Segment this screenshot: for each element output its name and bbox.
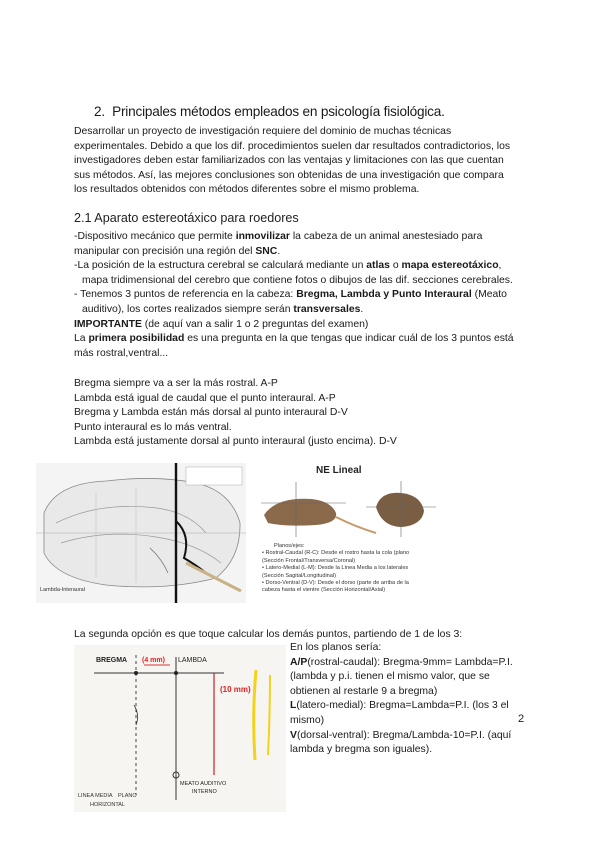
para4-cont: más rostral,ventral...	[74, 347, 169, 359]
para2: -La posición de la estructura cerebral se calculará mediante un atlas o mapa estereotáxico,	[74, 260, 502, 272]
atlas-label: Lambda-Interaural	[40, 587, 85, 593]
hand-sketch	[74, 645, 286, 812]
plane-line: • Latero-Medial (L-M): Desde la Línea Media a los laterales	[262, 565, 409, 572]
facts-list	[74, 377, 397, 450]
second-option-text: La segunda opción es que toque calcular los demás puntos, partiendo de 1 de los 3:	[74, 629, 463, 640]
fact-line: Bregma y Lambda están más dorsal al punto interaural D-V	[74, 407, 348, 419]
planes-explanation	[290, 641, 550, 758]
sketch-bregma: BREGMA	[96, 657, 128, 664]
l-line: L(latero-medial): Bregma=Lambda=P.I. (los 3 el	[290, 700, 509, 712]
fact-line: Lambda está igual de caudal que el punto interaural. A-P	[74, 392, 336, 404]
para1: -Dispositivo mecánico que permite inmovilizar la cabeza de un animal anestesiado para	[74, 231, 483, 242]
section-title: Principales métodos empleados en psicología fisiológica.	[112, 104, 445, 119]
intro-line: sus métodos. Así, las mejores conclusiones son obtenidas de una investigación que compara	[74, 169, 504, 181]
intro-line: Desarrollar un proyecto de investigación requiere del dominio de muchas técnicas	[74, 126, 452, 137]
figure-title: NE Lineal	[316, 465, 362, 476]
para3: - Tenemos 3 puntos de referencia en la cabeza: Bregma, Lambda y Punto Interaural (Meato	[74, 289, 507, 301]
section-heading	[94, 104, 445, 119]
l-line-2: mismo)	[290, 714, 325, 726]
fact-line: Punto interaural es lo más ventral.	[74, 421, 232, 433]
plane-line: cabeza hasta el vientre (Sección Horizontal/Axial)	[262, 587, 386, 594]
important-line: IMPORTANTE (de aquí van a salir 1 o 2 preguntas del examen)	[74, 318, 369, 330]
sketch-ten-mm: (10 mm)	[220, 685, 251, 694]
planes-legend	[262, 543, 438, 595]
sketch-plano: PLANO	[118, 793, 137, 799]
atlas-image	[36, 463, 246, 603]
body-text	[74, 230, 554, 361]
intro-paragraph	[74, 125, 510, 198]
page-number: 2	[518, 713, 525, 725]
fact-line: Lambda está justamente dorsal al punto interaural (justo encima). D-V	[74, 436, 397, 448]
para3-cont: auditivo), los cortes realizados siempre serán transversales.	[82, 303, 364, 315]
intro-line: los resultados obtenidos con métodos diferentes sobre el mismo problema.	[74, 184, 420, 196]
rat-axes-image	[256, 463, 438, 603]
sketch-horizontal: HORIZONTAL	[90, 802, 126, 808]
planes-title: Planos/ejes:	[274, 543, 305, 549]
intro-line: experimentales. Debido a que los dif. procedimientos suelen dar resultados contradictorios, los	[74, 140, 511, 152]
plane-line: (Sección Frontal/Transversa/Coronal)	[262, 557, 356, 564]
sketch-meato: MEATO AUDITIVO	[180, 781, 227, 787]
plane-line: • Rostral-Caudal (R-C): Desde el rostro hasta la cola (plano	[262, 550, 410, 557]
para2-cont: mapa tridimensional del cerebro que contiene fotos o dibujos de las dif. secciones cerebrales.	[82, 274, 513, 286]
para4: La primera posibilidad es una pregunta en la que tengas que indicar cuál de los 3 puntos está	[74, 333, 514, 345]
planes-intro: En los planos sería:	[290, 642, 382, 653]
ap-line: A/P(rostral-caudal): Bregma-9mm= Lambda=P.I.	[290, 656, 513, 668]
sketch-linea-media: LINEA MEDIA	[78, 793, 113, 799]
ap-line-2: (lambda y p.i. tienen el mismo valor, que se	[290, 671, 490, 683]
plane-line: • Dorso-Ventral (D-V): Desde el dorso (parte de arriba de la	[262, 580, 409, 587]
fact-line: Bregma siempre va a ser la más rostral. A-P	[74, 378, 278, 389]
subsection-heading: 2.1 Aparato estereotáxico para roedores	[74, 211, 299, 225]
v-line-2: lambda y bregma son iguales).	[290, 744, 433, 756]
sketch-distance: (4 mm)	[142, 657, 165, 664]
ap-line-3: obtienen al restarle 9 a bregma)	[290, 685, 438, 697]
sketch-lambda: LAMBDA	[178, 657, 207, 664]
para1-cont: manipular con precisión una región del SNC.	[74, 245, 281, 257]
section-number: 2.	[94, 104, 105, 119]
brain-atlas-drawing	[36, 463, 246, 603]
intro-line: investigadores deben estar familiarizados con las ventajas y limitaciones con las que cuentan	[74, 155, 504, 167]
rat-drawings	[256, 477, 438, 541]
sketch-meato-2: INTERNO	[192, 789, 217, 795]
v-line: V(dorsal-ventral): Bregma/Lambda-10=P.I. (aquí	[290, 729, 512, 741]
plane-line: (Sección Sagital/Longitudinal)	[262, 572, 337, 579]
